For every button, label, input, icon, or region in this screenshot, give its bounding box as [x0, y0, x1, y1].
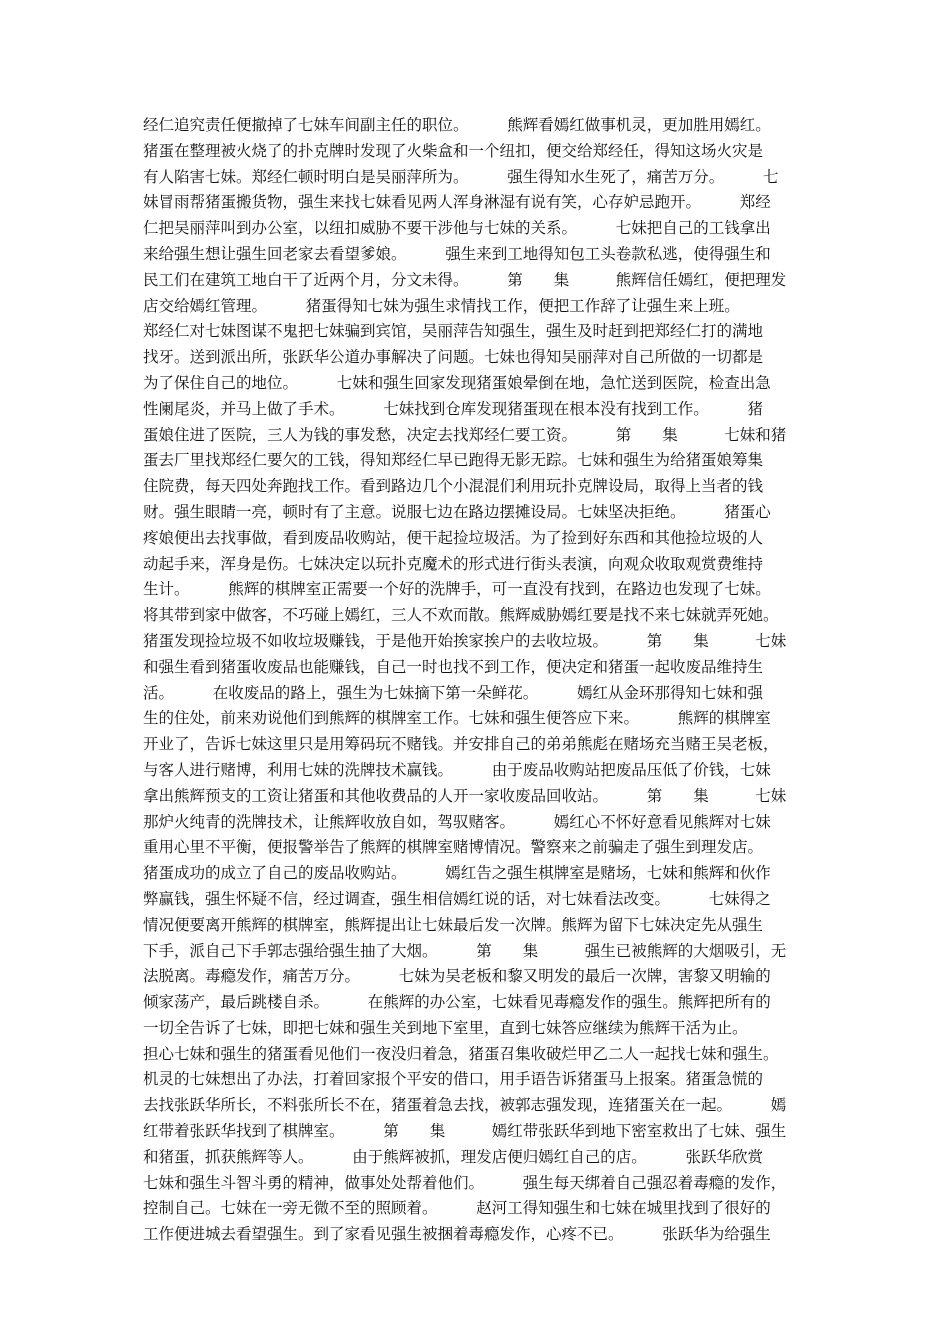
text-line: 妹冒雨帮猪蛋搬货物，强生来找七妹看见两人浑身淋湿有说有笑，心存妒忌跑开。 郑经 [143, 193, 771, 212]
text-line: 性阑尾炎，并马上做了手术。 七妹找到仓库发现猪蛋现在根本没有找到工作。 猪 [143, 399, 764, 418]
text-line: 和猪蛋，抓获熊辉等人。 由于熊辉被抓，理发店便归嫣红自己的店。 张跃华欣赏 [143, 1147, 764, 1166]
text-line: 猪蛋在整理被火烧了的扑克牌时发现了火柴盒和一个纽扣，便交给郑经任，得知这场火灾是 [143, 141, 764, 160]
text-line: 找牙。送到派出所，张跃华公道办事解决了问题。七妹也得知吴丽萍对自己所做的一切都是 [143, 348, 764, 367]
text-line: 郑经仁对七妹图谋不鬼把七妹骗到宾馆，吴丽萍告知强生，强生及时赶到把郑经仁打的满地 [143, 322, 764, 341]
text-line: 生计。 熊辉的棋牌室正需要一个好的洗牌手，可一直没有找到，在路边也发现了七妹。 [143, 580, 771, 599]
text-line: 财。强生眼睛一亮，顿时有了主意。说服七边在路边摆摊设局。七妹坚决拒绝。 猪蛋心 [143, 502, 771, 521]
text-line: 红带着张跃华找到了棋牌室。 第 集 嫣红带张跃华到地下密室救出了七妹、强生 [143, 1122, 787, 1141]
text-line: 重用心里不平衡，便报警举告了熊辉的棋牌室赌博情况。警察来之前骗走了强生到理发店。 [143, 838, 764, 857]
text-line: 与客人进行赌博，利用七妹的洗牌技术赢钱。 由于废品收购站把废品压低了价钱，七妹 [143, 760, 771, 779]
text-line: 来给强生想让强生回老家去看望爹娘。 强生来到工地得知包工头卷款私逃，使得强生和 [143, 244, 771, 263]
text-line: 有人陷害七妹。郑经仁顿时明白是吴丽萍所为。 强生得知水生死了，痛苦万分。 七 [143, 167, 779, 186]
text-line: 动起手来，浑身是伤。七妹决定以玩扑克魔术的形式进行街头表演，向观众收取观赏费维持 [143, 554, 764, 573]
text-line: 民工们在建筑工地白干了近两个月，分文未得。 第 集 熊辉信任嫣红，便把理发 [143, 270, 787, 289]
text-line: 活。 在收废品的路上，强生为七妹摘下第一朵鲜花。 嫣红从金环那得知七妹和强 [143, 683, 764, 702]
text-line: 七妹和强生斗智斗勇的精神，做事处处帮着他们。 强生每天绑着自己强忍着毒瘾的发作， [143, 1173, 787, 1192]
text-line: 倾家荡产，最后跳楼自杀。 在熊辉的办公室，七妹看见毒瘾发作的强生。熊辉把所有的 [143, 993, 771, 1012]
text-line: 工作便进城去看望强生。到了家看见强生被捆着毒瘾发作，心疼不已。 张跃华为给强生 [143, 1225, 771, 1244]
text-line: 法脱离。毒瘾发作，痛苦万分。 七妹为吴老板和黎又明发的最后一次牌，害黎又明输的 [143, 967, 771, 986]
text-line: 蛋娘住进了医院，三人为钱的事发愁，决定去找郑经仁要工资。 第 集 七妹和猪 [143, 425, 787, 444]
text-line: 下手，派自己下手郭志强给强生抽了大烟。 第 集 强生已被熊辉的大烟吸引，无 [143, 941, 787, 960]
text-line: 为了保住自己的地位。 七妹和强生回家发现猪蛋娘晕倒在地，急忙送到医院，检查出急 [143, 373, 771, 392]
text-line: 猪蛋成功的成立了自己的废品收购站。 嫣红告之强生棋牌室是赌场，七妹和熊辉和伙作 [143, 864, 771, 883]
text-line: 情况便要离开熊辉的棋牌室，熊辉提出让七妹最后发一次牌。熊辉为留下七妹决定先从强生 [143, 915, 764, 934]
document-body [143, 113, 813, 1248]
text-line: 去找张跃华所长，不料张所长不在，猪蛋着急去找，被郭志强发现，连猪蛋关在一起。 嫣 [143, 1096, 787, 1115]
text-line: 将其带到家中做客，不巧碰上嫣红，三人不欢而散。熊辉威胁嫣红要是找不来七妹就弄死她。 [143, 606, 779, 625]
text-line: 蛋去厂里找郑经仁要欠的工钱，得知郑经仁早已跑得无影无踪。七妹和强生为给猪蛋娘筹集 [143, 451, 764, 470]
text-line: 控制自己。七妹在一旁无微不至的照顾着。 赵河工得知强生和七妹在城里找到了很好的 [143, 1199, 771, 1218]
text-line: 住院费，每天四处奔跑找工作。看到路边几个小混混们利用玩扑克牌设局，取得上当者的钱 [143, 477, 764, 496]
text-line: 拿出熊辉预支的工资让猪蛋和其他收费品的人开一家收废品回收站。 第 集 七妹 [143, 786, 787, 805]
text-line: 仁把吴丽萍叫到办公室，以纽扣威胁不要干涉他与七妹的关系。 七妹把自己的工钱拿出 [143, 219, 771, 238]
text-line: 开业了，告诉七妹这里只是用筹码玩不赌钱。并安排自己的弟弟熊彪在赌场充当赌王吴老板， [143, 735, 779, 754]
text-line: 担心七妹和强生的猪蛋看见他们一夜没归着急，猪蛋召集收破烂甲乙二人一起找七妹和强生。 [143, 1044, 779, 1063]
text-line: 那炉火纯青的洗牌技术，让熊辉收放自如，驾驭赌客。 嫣红心不怀好意看见熊辉对七妹 [143, 812, 771, 831]
text-line: 经仁追究责任便撤掉了七妹车间副主任的职位。 熊辉看嫣红做事机灵，更加胜用嫣红。 [143, 116, 771, 134]
text-line: 店交给嫣红管理。 猪蛋得知七妹为强生求情找工作，便把工作辞了让强生来上班。 [143, 296, 740, 315]
text-line: 猪蛋发现捡垃圾不如收垃圾赚钱，于是他开始挨家挨户的去收垃圾。 第 集 七妹 [143, 631, 787, 650]
text-line: 机灵的七妹想出了办法，打着回家报个平安的借口，用手语告诉猪蛋马上报案。猪蛋急慌的 [143, 1070, 764, 1089]
text-line: 弊赢钱，强生怀疑不信，经过调查，强生相信嫣红说的话，对七妹看法改变。 七妹得之 [143, 889, 771, 908]
text-line: 和强生看到猪蛋收废品也能赚钱，自己一时也找不到工作，便决定和猪蛋一起收废品维持生 [143, 657, 764, 676]
text-line: 疼娘便出去找事做，看到废品收购站，便干起捡垃圾活。为了捡到好东西和其他捡垃圾的人 [143, 528, 764, 547]
text-line: 一切全告诉了七妹，即把七妹和强生关到地下室里，直到七妹答应继续为熊辉干活为止。 [143, 1018, 748, 1037]
text-line: 生的住处，前来劝说他们到熊辉的棋牌室工作。七妹和强生便答应下来。 熊辉的棋牌室 [143, 709, 771, 728]
